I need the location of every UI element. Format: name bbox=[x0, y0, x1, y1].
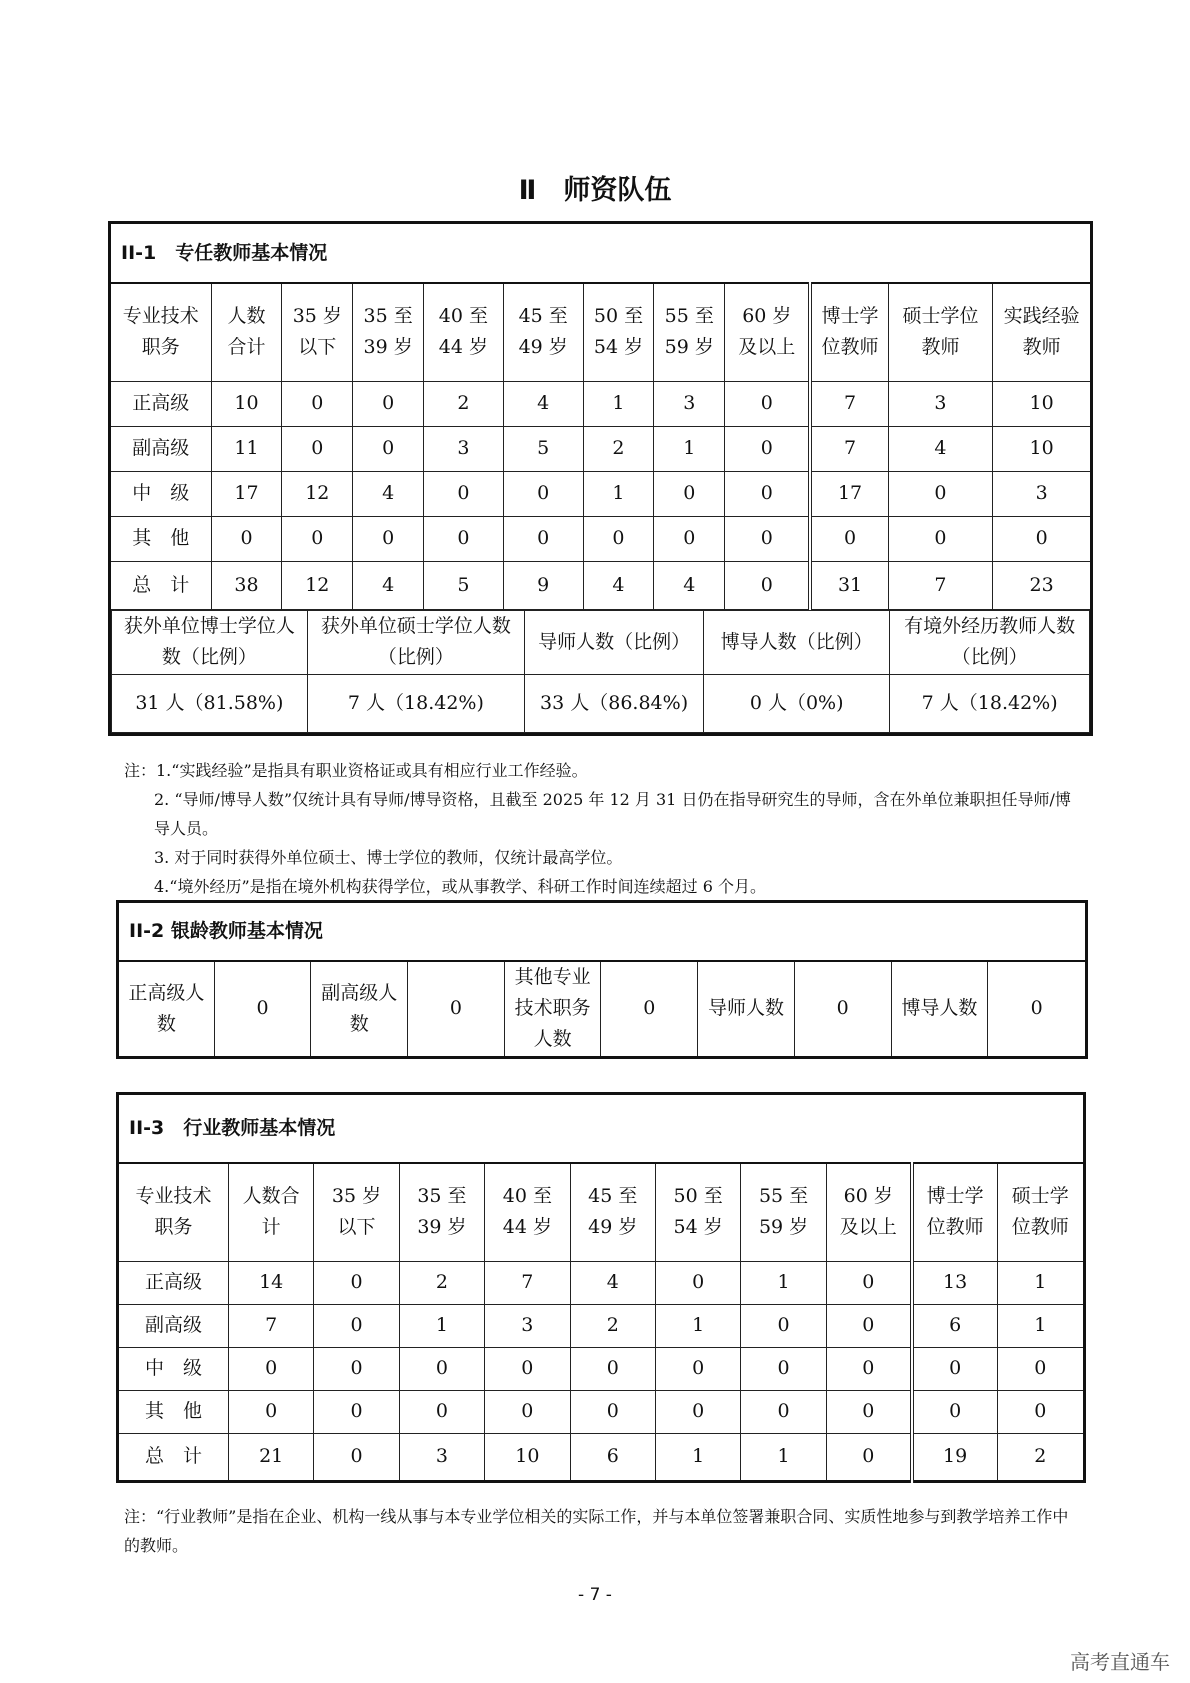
table-cell: 6 bbox=[912, 1304, 997, 1347]
table-row bbox=[110, 381, 1092, 426]
table-cell: 0 bbox=[503, 516, 583, 561]
summary-header: 导师人数（比例） bbox=[525, 610, 704, 674]
column-header: 45 至 49 岁 bbox=[570, 1163, 655, 1261]
table-cell: 0 bbox=[725, 426, 811, 471]
table-cell: 3 bbox=[424, 426, 504, 471]
table-row bbox=[118, 1347, 1085, 1390]
table-cell: 0 bbox=[353, 381, 424, 426]
column-header: 博士学位教师 bbox=[912, 1163, 997, 1261]
table-row bbox=[110, 471, 1092, 516]
field-value: 0 bbox=[214, 961, 311, 1057]
table-cell: 12 bbox=[282, 561, 353, 609]
table-cell: 0 bbox=[888, 471, 993, 516]
table-cell: 23 bbox=[993, 561, 1092, 609]
table-cell: 2 bbox=[399, 1261, 484, 1304]
table-cell: 0 bbox=[228, 1390, 313, 1433]
table-cell: 1 bbox=[741, 1261, 826, 1304]
field-value: 0 bbox=[794, 961, 891, 1057]
table-cell: 0 bbox=[826, 1304, 911, 1347]
table-cell: 0 bbox=[725, 381, 811, 426]
table-cell: 0 bbox=[570, 1347, 655, 1390]
table-cell: 38 bbox=[211, 561, 282, 609]
field-label: 导师人数 bbox=[698, 961, 795, 1057]
table-cell: 2 bbox=[570, 1304, 655, 1347]
table-cell: 7 bbox=[485, 1261, 570, 1304]
table-cell: 0 bbox=[282, 516, 353, 561]
table-cell: 0 bbox=[314, 1347, 399, 1390]
table-cell: 17 bbox=[211, 471, 282, 516]
column-header: 55 至 59 岁 bbox=[741, 1163, 826, 1261]
column-header: 硕士学位教师 bbox=[997, 1163, 1084, 1261]
table-cell: 1 bbox=[583, 471, 654, 516]
summary-value: 31 人（81.58%) bbox=[112, 674, 308, 732]
table-cell: 1 bbox=[997, 1261, 1084, 1304]
table-cell: 0 bbox=[399, 1347, 484, 1390]
column-header: 35 岁以下 bbox=[282, 283, 353, 381]
row-label: 正高级 bbox=[110, 381, 212, 426]
table-row bbox=[118, 1433, 1085, 1481]
table-row bbox=[110, 426, 1092, 471]
row-label: 其 他 bbox=[110, 516, 212, 561]
table-cell: 7 bbox=[810, 381, 888, 426]
table-cell: 1 bbox=[997, 1304, 1084, 1347]
table-cell: 0 bbox=[314, 1261, 399, 1304]
table-cell: 0 bbox=[211, 516, 282, 561]
table-cell: 3 bbox=[485, 1304, 570, 1347]
note-line: 2. “导师/博导人数”仅统计具有导师/博导资格，且截至 2025 年 12 月 31 日仍在指导研究生的导师，含在外单位兼职担任导师/博导人员。 bbox=[154, 790, 1071, 838]
table-cell: 0 bbox=[282, 426, 353, 471]
notes-3: 注：“行业教师”是指在企业、机构一线从事与本专业学位相关的实际工作，并与本单位签署兼职合同、实质性地参与到教学培养工作中的教师。 bbox=[124, 1507, 1069, 1555]
table-cell: 2 bbox=[997, 1433, 1084, 1481]
table-cell: 19 bbox=[912, 1433, 997, 1481]
table-cell: 4 bbox=[570, 1261, 655, 1304]
note-line: 4.“境外经历”是指在境外机构获得学位，或从事教学、科研工作时间连续超过 6 个月。 bbox=[154, 877, 766, 896]
table-cell: 0 bbox=[314, 1304, 399, 1347]
column-header: 人数合计 bbox=[211, 283, 282, 381]
field-value: 0 bbox=[988, 961, 1087, 1057]
summary-header: 获外单位博士学位人数（比例） bbox=[112, 610, 308, 674]
column-header: 35 至 39 岁 bbox=[399, 1163, 484, 1261]
table-cell: 3 bbox=[993, 471, 1092, 516]
column-header: 50 至 54 岁 bbox=[655, 1163, 740, 1261]
column-header: 专业技术职务 bbox=[110, 283, 212, 381]
table-cell: 0 bbox=[912, 1390, 997, 1433]
table-cell: 0 bbox=[503, 471, 583, 516]
table-cell: 7 bbox=[888, 561, 993, 609]
summary-value: 0 人（0%) bbox=[704, 674, 890, 732]
table-cell: 0 bbox=[912, 1347, 997, 1390]
table-cell: 4 bbox=[654, 561, 725, 609]
table-cell: 4 bbox=[583, 561, 654, 609]
row-label: 正高级 bbox=[118, 1261, 229, 1304]
column-header: 人数合计 bbox=[228, 1163, 313, 1261]
table-cell: 0 bbox=[353, 516, 424, 561]
table-cell: 7 bbox=[810, 426, 888, 471]
table-cell: 0 bbox=[655, 1390, 740, 1433]
table-caption: II-3 行业教师基本情况 bbox=[118, 1094, 1085, 1164]
table-cell: 17 bbox=[810, 471, 888, 516]
table-cell: 0 bbox=[485, 1347, 570, 1390]
table-cell: 10 bbox=[485, 1433, 570, 1481]
table-row bbox=[118, 1390, 1085, 1433]
table-cell: 0 bbox=[583, 516, 654, 561]
table-cell: 2 bbox=[583, 426, 654, 471]
full-time-teachers-table bbox=[108, 221, 1093, 736]
table-row bbox=[110, 516, 1092, 561]
table-cell: 0 bbox=[997, 1390, 1084, 1433]
table-cell: 0 bbox=[997, 1347, 1084, 1390]
table-cell: 1 bbox=[741, 1433, 826, 1481]
column-header: 专业技术职务 bbox=[118, 1163, 229, 1261]
table-cell: 10 bbox=[993, 381, 1092, 426]
table-cell: 13 bbox=[912, 1261, 997, 1304]
table-cell: 0 bbox=[314, 1390, 399, 1433]
row-label: 其 他 bbox=[118, 1390, 229, 1433]
table-row bbox=[118, 1304, 1085, 1347]
table-cell: 10 bbox=[993, 426, 1092, 471]
table-cell: 5 bbox=[424, 561, 504, 609]
field-label: 博导人数 bbox=[891, 961, 988, 1057]
page-number: - 7 - bbox=[578, 1585, 612, 1605]
summary-value: 7 人（18.42%) bbox=[307, 674, 524, 732]
column-header: 实践经验教师 bbox=[993, 283, 1092, 381]
notes-1 bbox=[124, 756, 1084, 901]
note-line: 3. 对于同时获得外单位硕士、博士学位的教师，仅统计最高学位。 bbox=[154, 848, 623, 867]
summary-header: 获外单位硕士学位人数（比例） bbox=[307, 610, 524, 674]
table-cell: 0 bbox=[993, 516, 1092, 561]
section-title: Ⅱ 师资队伍 bbox=[518, 175, 672, 206]
table-cell: 0 bbox=[741, 1304, 826, 1347]
table-cell: 21 bbox=[228, 1433, 313, 1481]
table-cell: 0 bbox=[570, 1390, 655, 1433]
table-cell: 1 bbox=[654, 426, 725, 471]
table-cell: 11 bbox=[211, 426, 282, 471]
field-label: 副高级人数 bbox=[311, 961, 408, 1057]
table-cell: 0 bbox=[228, 1347, 313, 1390]
table-cell: 1 bbox=[399, 1304, 484, 1347]
table-row bbox=[110, 561, 1092, 609]
column-header: 60 岁及以上 bbox=[725, 283, 811, 381]
field-value: 0 bbox=[408, 961, 505, 1057]
row-label: 总 计 bbox=[110, 561, 212, 609]
table-cell: 0 bbox=[826, 1347, 911, 1390]
column-header: 55 至 59 岁 bbox=[654, 283, 725, 381]
table-cell: 1 bbox=[655, 1304, 740, 1347]
column-header: 60 岁及以上 bbox=[826, 1163, 911, 1261]
table-cell: 0 bbox=[655, 1347, 740, 1390]
field-label: 其他专业技术职务人数 bbox=[504, 961, 601, 1057]
table-cell: 31 bbox=[810, 561, 888, 609]
column-header: 45 至 49 岁 bbox=[503, 283, 583, 381]
table-cell: 0 bbox=[654, 516, 725, 561]
table-row bbox=[118, 1261, 1085, 1304]
table-cell: 0 bbox=[399, 1390, 484, 1433]
field-label: 正高级人数 bbox=[118, 961, 215, 1057]
table-cell: 6 bbox=[570, 1433, 655, 1481]
summary-table bbox=[111, 610, 1090, 733]
table-cell: 0 bbox=[654, 471, 725, 516]
table-cell: 7 bbox=[228, 1304, 313, 1347]
table-cell: 1 bbox=[655, 1433, 740, 1481]
industry-teachers-table bbox=[116, 1092, 1086, 1483]
table-caption: II-1 专任教师基本情况 bbox=[110, 223, 1092, 284]
table-cell: 0 bbox=[424, 471, 504, 516]
column-header: 40 至 44 岁 bbox=[485, 1163, 570, 1261]
summary-value: 33 人（86.84%) bbox=[525, 674, 704, 732]
table-cell: 4 bbox=[353, 471, 424, 516]
table-cell: 0 bbox=[314, 1433, 399, 1481]
table-cell: 0 bbox=[888, 516, 993, 561]
note-line: 注：1.“实践经验”是指具有职业资格证或具有相应行业工作经验。 bbox=[124, 761, 588, 780]
row-label: 中 级 bbox=[110, 471, 212, 516]
row-label: 中 级 bbox=[118, 1347, 229, 1390]
table-cell: 12 bbox=[282, 471, 353, 516]
column-header: 博士学位教师 bbox=[810, 283, 888, 381]
table-cell: 2 bbox=[424, 381, 504, 426]
table-cell: 3 bbox=[399, 1433, 484, 1481]
table-cell: 0 bbox=[485, 1390, 570, 1433]
column-header: 50 至 54 岁 bbox=[583, 283, 654, 381]
table-cell: 0 bbox=[741, 1347, 826, 1390]
table-cell: 3 bbox=[888, 381, 993, 426]
column-header: 35 岁以下 bbox=[314, 1163, 399, 1261]
table-cell: 0 bbox=[725, 516, 811, 561]
table-cell: 5 bbox=[503, 426, 583, 471]
table-cell: 10 bbox=[211, 381, 282, 426]
column-header: 40 至 44 岁 bbox=[424, 283, 504, 381]
table-cell: 9 bbox=[503, 561, 583, 609]
table-cell: 0 bbox=[424, 516, 504, 561]
table-cell: 1 bbox=[583, 381, 654, 426]
table-cell: 0 bbox=[810, 516, 888, 561]
table-cell: 14 bbox=[228, 1261, 313, 1304]
table-cell: 0 bbox=[655, 1261, 740, 1304]
row-label: 副高级 bbox=[118, 1304, 229, 1347]
column-header: 硕士学位教师 bbox=[888, 283, 993, 381]
field-value: 0 bbox=[601, 961, 698, 1057]
summary-header: 博导人数（比例） bbox=[704, 610, 890, 674]
table-cell: 4 bbox=[353, 561, 424, 609]
summary-header: 有境外经历教师人数（比例） bbox=[890, 610, 1090, 674]
table-cell: 4 bbox=[503, 381, 583, 426]
table-cell: 0 bbox=[826, 1390, 911, 1433]
table-cell: 0 bbox=[741, 1390, 826, 1433]
column-header: 35 至 39 岁 bbox=[353, 283, 424, 381]
table-cell: 0 bbox=[725, 561, 811, 609]
table-cell: 3 bbox=[654, 381, 725, 426]
watermark: 高考直通车 bbox=[1070, 1650, 1170, 1674]
table-cell: 0 bbox=[282, 381, 353, 426]
table-cell: 4 bbox=[888, 426, 993, 471]
summary-value: 7 人（18.42%) bbox=[890, 674, 1090, 732]
senior-teachers-table bbox=[116, 900, 1088, 1059]
row-label: 副高级 bbox=[110, 426, 212, 471]
table-cell: 0 bbox=[725, 471, 811, 516]
table-caption: II-2 银龄教师基本情况 bbox=[118, 902, 1087, 962]
table-cell: 0 bbox=[353, 426, 424, 471]
table-cell: 0 bbox=[826, 1261, 911, 1304]
row-label: 总 计 bbox=[118, 1433, 229, 1481]
table-cell: 0 bbox=[826, 1433, 911, 1481]
